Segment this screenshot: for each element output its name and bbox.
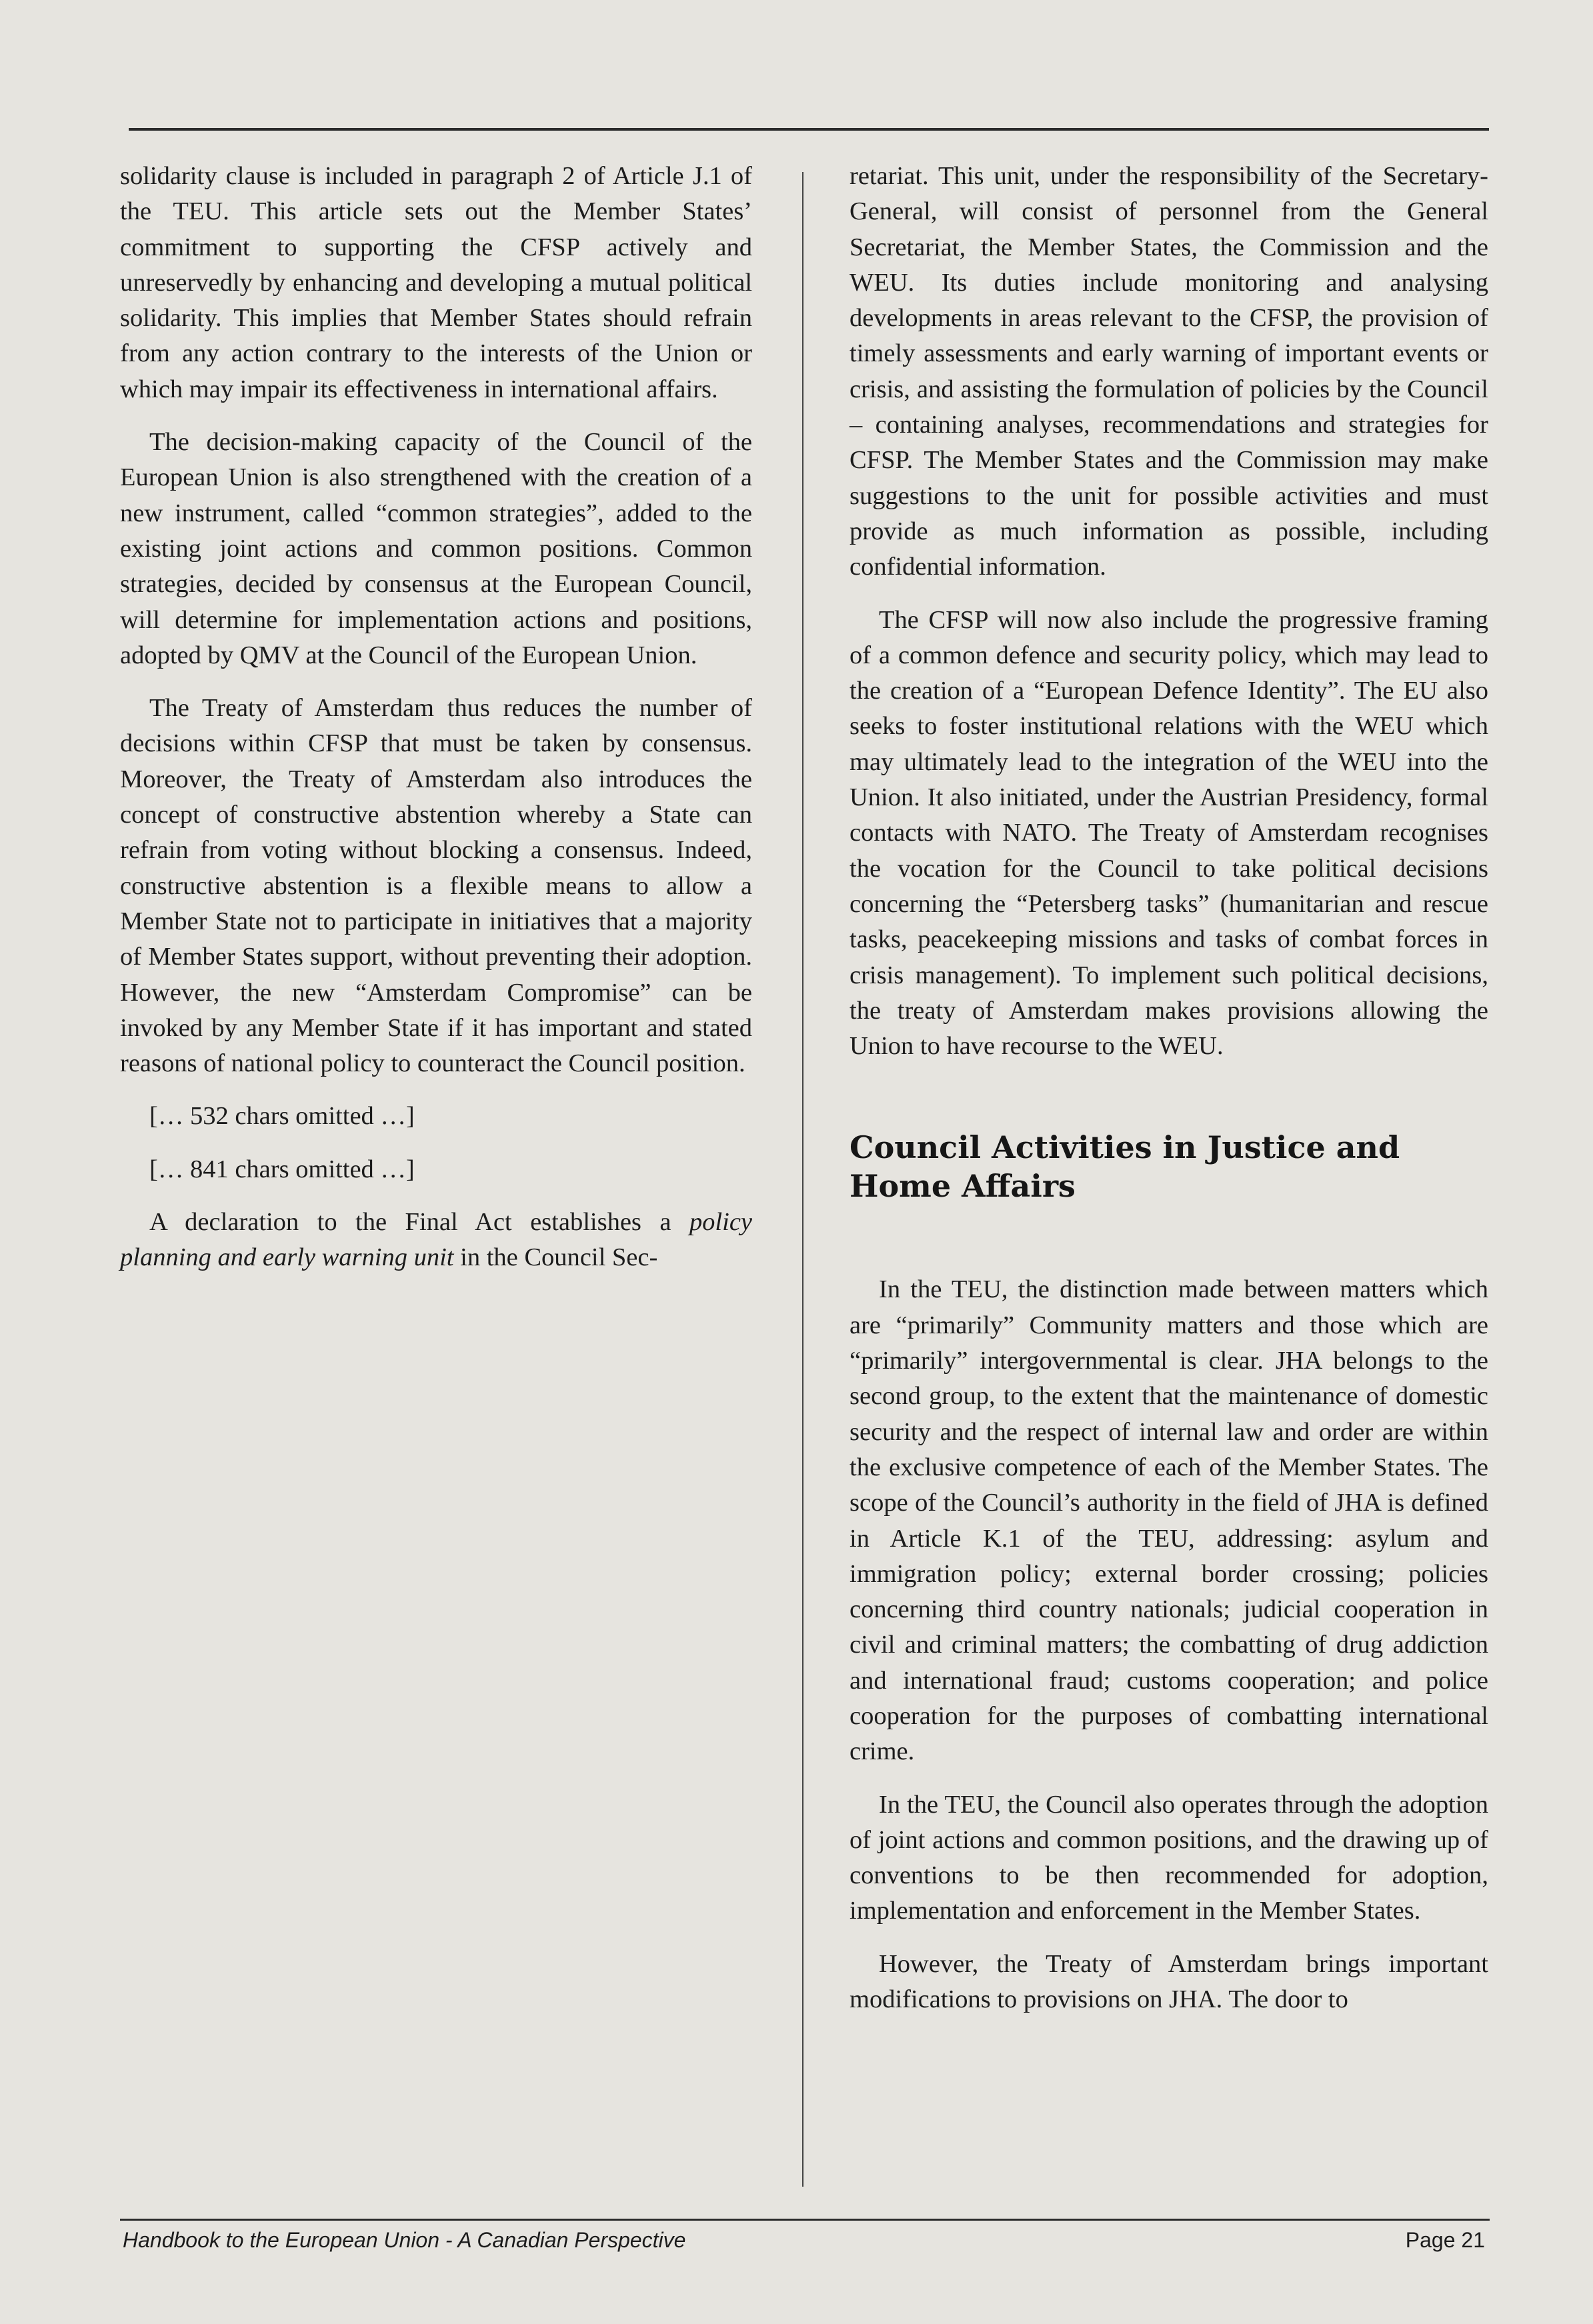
top-rule — [129, 128, 1489, 131]
paragraph: In the TEU, the Council also operates through the adoption of joint actions and common positions, and the drawing up of conventions to be then recommended for adoption, implementation and enforcement in the Member States. — [850, 1790, 1488, 1925]
paragraph: However, the Treaty of Amsterdam brings important modifications to provisions on JHA. The door to — [850, 1949, 1488, 2014]
paragraph: The Treaty of Amsterdam thus reduces the number of decisions within CFSP that must be taken by consensus. Moreover, the Treaty of Amsterdam also introduces the concept of constructive abstention whereby a State can refrain from voting without blocking a consensus. Indeed, constructive abstention is a flexible means to allow a Member State not to participate in initiatives that a majority of Member States support, without preventing their adoption. However, the new “Amsterdam Compromise” can be invoked by any Member State if it has important and stated reasons of national policy to counteract the Council position. — [120, 694, 752, 1078]
paragraph: In the TEU, the distinction made between matters which are “primarily” Community matters and those which are “primarily” intergovernmental is clear. JHA belongs to the second group, to the extent that the maintenance of domestic security and the respect of internal law and order are within the exclusive competence of each of the Member States. The scope of the Council’s authority in the field of JHA is defined in Article K.1 of the TEU, addressing: asylum and immigration policy; external border crossing; policies concerning third country nationals; judicial cooperation in civil and criminal matters; the combatting of drug addiction and international fraud; customs cooperation; and police cooperation for the purposes of combatting international crime. — [850, 1275, 1488, 1766]
left-column — [120, 159, 752, 1293]
section-heading-line: Council Activities in Justice and — [850, 1129, 1400, 1166]
paragraph-text: A declaration to the Final Act establishes a — [149, 1208, 689, 1237]
right-column — [850, 159, 1488, 2035]
paragraph: The decision-making capacity of the Council of the European Union is also strengthened with the creation of a new instrument, called “common strategies”, added to the existing joint actions and common positions. Common strategies, decided by consensus at the European Council, will determine for implementation actions and positions, adopted by QMV at the Council of the European Union. — [120, 428, 752, 669]
column-divider — [802, 172, 804, 2187]
paragraph: The CFSP will now also include the progressive framing of a common defence and security policy, which may lead to the creation of a “European Defence Identity”. The EU also seeks to foster institutional relations with the WEU which may ultimately lead to the integration of the WEU into the Union. It also initiated, under the Austrian Presidency, formal contacts with NATO. The Treaty of Amsterdam recognises the vocation for the Council to take political decisions concerning the “Petersberg tasks” (humanitarian and rescue tasks, peacekeeping missions and tasks of combat forces in crisis management). To implement such political decisions, the treaty of Amsterdam makes provisions allowing the Union to have recourse to the WEU. — [850, 605, 1488, 1061]
section-heading — [850, 1128, 1488, 1205]
paragraph: retariat. This unit, under the responsibility of the Secretary-General, will consist of personnel from the General Secretariat, the Member States, the Commission and the WEU. Its duties include monitoring and analysing developments in areas relevant to the CFSP, the provision of timely assessments and early warning of important events or crisis, and assisting the formulation of policies by the Council – containing analyses, recommendations and strategies for CFSP. The Member States and the Commission may make suggestions to the unit for possible activities and must provide as much information as possible, including confidential information. — [850, 162, 1488, 581]
paragraph: solidarity clause is included in paragraph 2 of Article J.1 of the TEU. This article sets out the Member States’ commitment to supporting the CFSP actively and unreservedly by enhancing and developing a mutual political solidarity. This implies that Member States should refrain from any action contrary to the interests of the Union or which may impair its effectiveness in international affairs. — [120, 162, 752, 403]
paragraph: [… 841 chars omitted …] — [149, 1155, 415, 1183]
section-heading-line: Home Affairs — [850, 1168, 1076, 1205]
page-number: Page 21 — [1405, 2228, 1485, 2252]
footer-title: Handbook to the European Union - A Canadian Perspective — [123, 2228, 686, 2252]
bottom-rule — [120, 2219, 1490, 2221]
paragraph-text: in the Council Sec- — [453, 1243, 658, 1272]
paragraph: [… 532 chars omitted …] — [149, 1102, 415, 1131]
paragraph — [120, 1205, 752, 1276]
emphasis-text: policy planning and early warning unit — [120, 1208, 752, 1272]
